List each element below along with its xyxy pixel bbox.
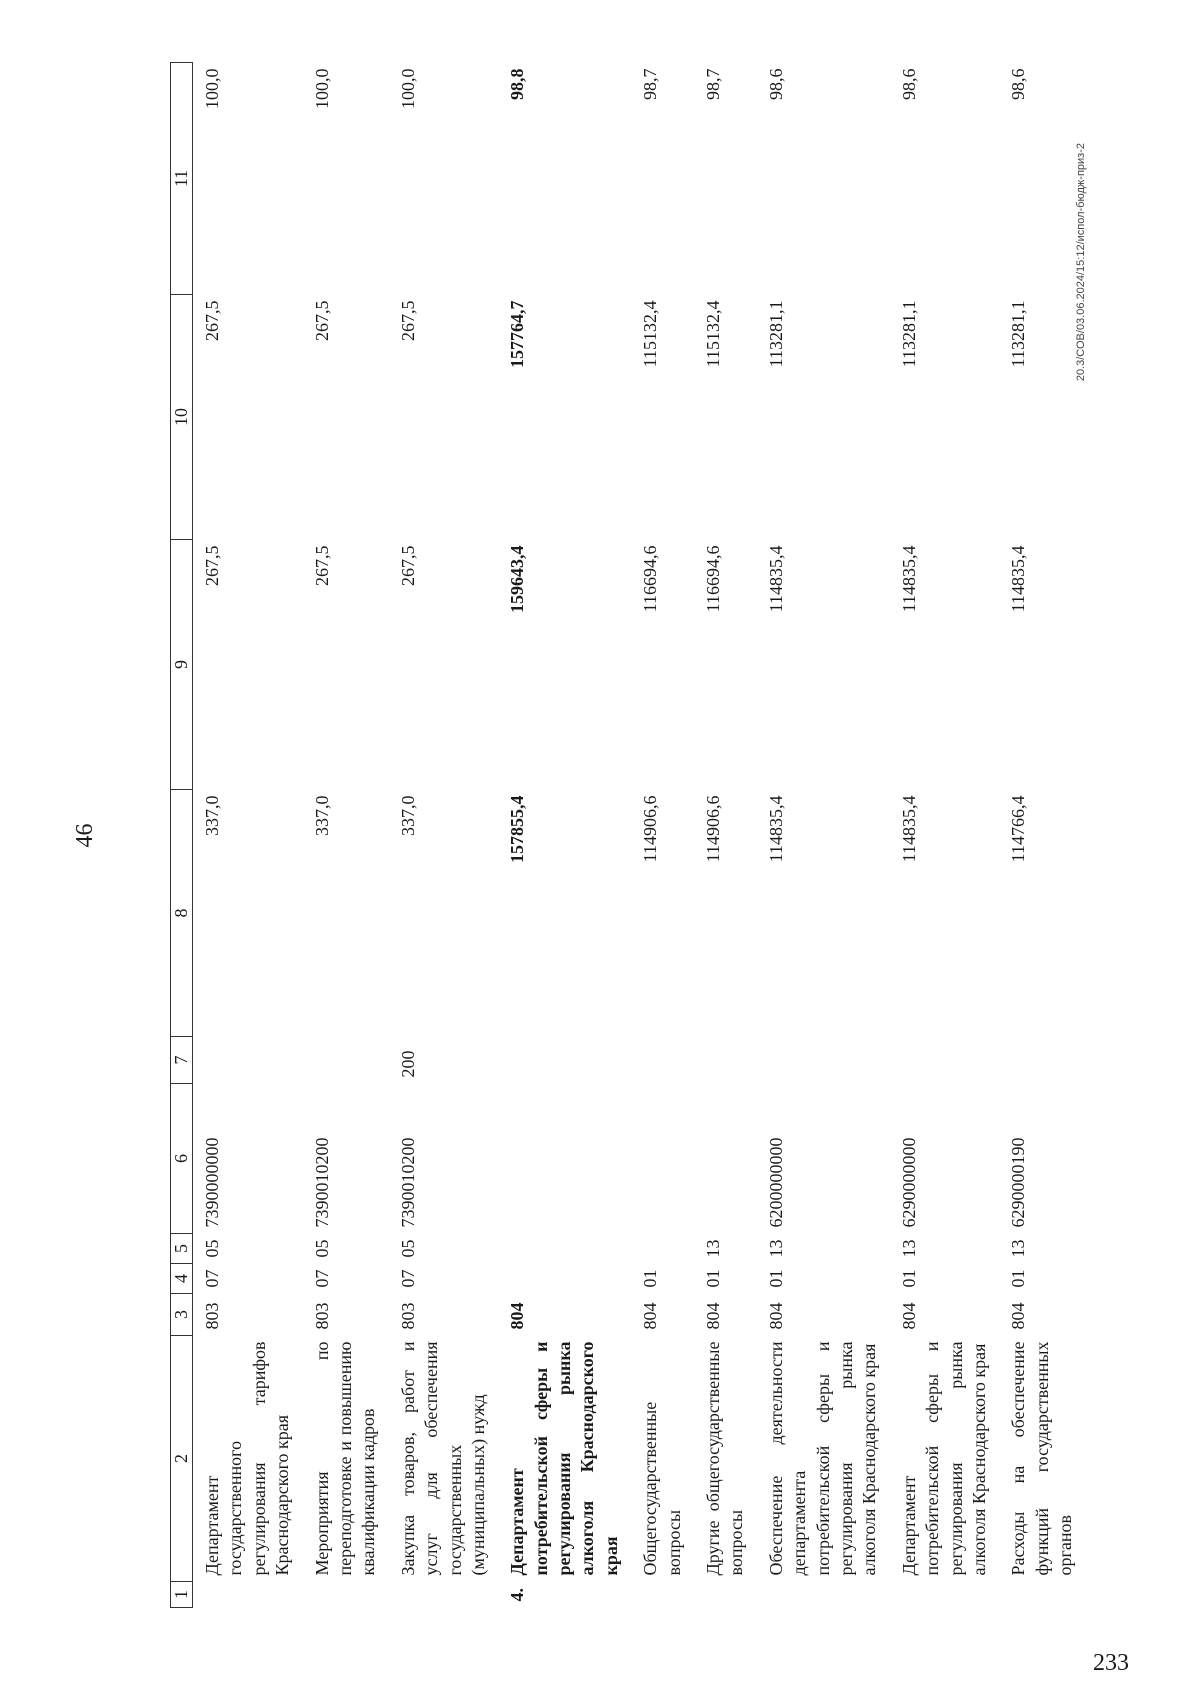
cell-value: 114906,6 xyxy=(640,795,661,863)
cell-value: 267,5 xyxy=(202,545,222,586)
cell-ministry: 804 xyxy=(507,1302,528,1330)
cell-section: 01 xyxy=(703,1269,724,1288)
table-row xyxy=(389,63,499,1608)
row-number xyxy=(389,1582,499,1608)
cell-percent: 98,6 xyxy=(898,68,919,100)
document-stamp-note: 20.3/СОВ/03.06.2024/15:12/испол-бюдж-приз-2 xyxy=(1075,143,1087,382)
cell-ministry: 803 xyxy=(202,1302,222,1330)
row-number: 4. xyxy=(507,1588,528,1602)
cell-value: 114906,6 xyxy=(703,795,724,863)
column-header: 2 xyxy=(171,1336,193,1582)
row-name: Департамент потребительской сферы и регулирования рынка алкоголя Краснодарского края xyxy=(898,1341,989,1576)
row-name: Департамент потребительской сферы и регулирования рынка алкоголя Краснодарского края xyxy=(507,1341,621,1576)
cell-value: 157855,4 xyxy=(507,795,528,863)
cell-value: 114766,4 xyxy=(1008,795,1029,863)
cell-expense-type xyxy=(890,1037,1000,1084)
cell-subsection: 13 xyxy=(765,1239,786,1258)
row-number xyxy=(890,1582,1000,1608)
table-row xyxy=(890,63,1000,1608)
cell-ministry: 804 xyxy=(765,1302,786,1330)
cell-value: 114835,4 xyxy=(765,545,786,613)
cell-value: 114835,4 xyxy=(898,545,919,613)
cell-subsection: 05 xyxy=(202,1239,222,1258)
cell-percent: 100,0 xyxy=(397,68,418,109)
cell-section: 01 xyxy=(898,1269,919,1288)
column-header: 6 xyxy=(171,1084,193,1234)
cell-expense-type xyxy=(303,1037,389,1084)
table-row xyxy=(757,63,890,1608)
cell-value: 159643,4 xyxy=(507,545,528,613)
cell-target: 6290000190 xyxy=(1008,1137,1029,1228)
cell-subsection: 05 xyxy=(311,1239,332,1258)
cell-value: 337,0 xyxy=(397,795,418,836)
cell-percent: 100,0 xyxy=(202,68,222,109)
cell-subsection: 05 xyxy=(397,1239,418,1258)
cell-value: 113281,1 xyxy=(1008,300,1029,368)
cell-target xyxy=(694,1084,757,1234)
cell-expense-type xyxy=(757,1037,890,1084)
row-number xyxy=(193,1582,303,1608)
cell-section: 01 xyxy=(765,1269,786,1288)
cell-value: 114835,4 xyxy=(1008,545,1029,613)
cell-target: 7390000000 xyxy=(202,1137,222,1228)
cell-section: 01 xyxy=(640,1269,661,1288)
cell-percent: 98,6 xyxy=(1008,68,1029,100)
cell-subsection: 13 xyxy=(898,1239,919,1258)
column-header: 11 xyxy=(171,63,193,295)
cell-expense-type xyxy=(631,1037,694,1084)
cell-target xyxy=(498,1084,631,1234)
column-header: 9 xyxy=(171,540,193,790)
rotated-sheet xyxy=(72,63,1087,1608)
table-row-section xyxy=(498,63,631,1608)
table-row xyxy=(631,63,694,1608)
row-number xyxy=(694,1582,757,1608)
cell-value: 267,5 xyxy=(397,545,418,586)
cell-expense-type xyxy=(694,1037,757,1084)
cell-section xyxy=(498,1264,631,1294)
cell-value: 157764,7 xyxy=(507,300,528,368)
cell-expense-type xyxy=(498,1037,631,1084)
column-header: 10 xyxy=(171,295,193,540)
cell-value: 114835,4 xyxy=(765,795,786,863)
cell-value: 116694,6 xyxy=(640,545,661,613)
cell-subsection: 13 xyxy=(1008,1239,1029,1258)
cell-value: 337,0 xyxy=(311,795,332,836)
cell-section: 01 xyxy=(1008,1269,1029,1288)
column-header-row xyxy=(171,63,193,1608)
cell-value: 337,0 xyxy=(202,795,222,836)
column-header: 5 xyxy=(171,1234,193,1264)
table-row xyxy=(193,63,303,1608)
cell-target: 6200000000 xyxy=(765,1137,786,1228)
cell-value: 113281,1 xyxy=(765,300,786,368)
row-number xyxy=(757,1582,890,1608)
cell-section: 07 xyxy=(311,1269,332,1288)
cell-subsection: 13 xyxy=(703,1239,724,1258)
cell-ministry: 803 xyxy=(397,1302,418,1330)
row-name: Расходы на обеспечение функций государственных органов xyxy=(1008,1341,1076,1576)
column-header: 1 xyxy=(171,1582,193,1608)
column-header: 8 xyxy=(171,790,193,1037)
column-header: 4 xyxy=(171,1264,193,1294)
cell-target: 6290000000 xyxy=(898,1137,919,1228)
cell-percent: 98,8 xyxy=(507,68,528,100)
page-number-top: 46 xyxy=(72,823,98,848)
cell-section: 07 xyxy=(202,1269,222,1288)
row-name: Другие общегосударственные вопросы xyxy=(703,1341,747,1576)
table-row xyxy=(303,63,389,1608)
cell-target xyxy=(631,1084,694,1234)
cell-target: 7390010200 xyxy=(397,1137,418,1228)
cell-value: 115132,4 xyxy=(640,300,661,368)
cell-value: 114835,4 xyxy=(898,795,919,863)
cell-value: 115132,4 xyxy=(703,300,724,368)
row-name: Закупка товаров, работ и услуг для обеспечения государственных (муниципальных) нужд xyxy=(397,1341,488,1576)
cell-target: 7390010200 xyxy=(311,1137,332,1228)
page-number-bottom: 233 xyxy=(1093,1650,1129,1676)
cell-ministry: 804 xyxy=(1008,1302,1029,1330)
cell-ministry: 803 xyxy=(311,1302,332,1330)
cell-value: 267,5 xyxy=(311,300,332,341)
cell-section: 07 xyxy=(397,1269,418,1288)
cell-subsection xyxy=(498,1234,631,1264)
budget-table xyxy=(170,62,1086,1608)
cell-ministry: 804 xyxy=(640,1302,661,1330)
cell-value: 267,5 xyxy=(202,300,222,341)
row-number xyxy=(303,1582,389,1608)
row-name: Обеспечение деятельности департамента потребительской сферы и регулирования рынка алкоголя Краснодарского края xyxy=(765,1341,880,1576)
cell-ministry: 804 xyxy=(703,1302,724,1330)
column-header: 3 xyxy=(171,1294,193,1336)
cell-value: 267,5 xyxy=(397,300,418,341)
row-name: Департамент государственного регулирования тарифов Краснодарского края xyxy=(202,1341,293,1576)
cell-percent: 98,7 xyxy=(703,68,724,100)
cell-percent: 100,0 xyxy=(311,68,332,109)
row-number xyxy=(631,1582,694,1608)
cell-ministry: 804 xyxy=(898,1302,919,1330)
column-header: 7 xyxy=(171,1037,193,1084)
cell-value: 113281,1 xyxy=(898,300,919,368)
table-row xyxy=(694,63,757,1608)
cell-expense-type: 200 xyxy=(397,1050,418,1078)
cell-percent: 98,6 xyxy=(765,68,786,100)
cell-expense-type xyxy=(193,1037,303,1084)
table-row xyxy=(999,63,1085,1608)
row-number xyxy=(999,1582,1085,1608)
cell-value: 116694,6 xyxy=(703,545,724,613)
cell-subsection xyxy=(631,1234,694,1264)
row-name: Мероприятия по переподготовке и повышению квалификации кадров xyxy=(311,1341,379,1576)
cell-expense-type xyxy=(999,1037,1085,1084)
row-name: Общегосударственные вопросы xyxy=(640,1401,684,1576)
cell-value: 267,5 xyxy=(311,545,332,586)
cell-percent: 98,7 xyxy=(640,68,661,100)
